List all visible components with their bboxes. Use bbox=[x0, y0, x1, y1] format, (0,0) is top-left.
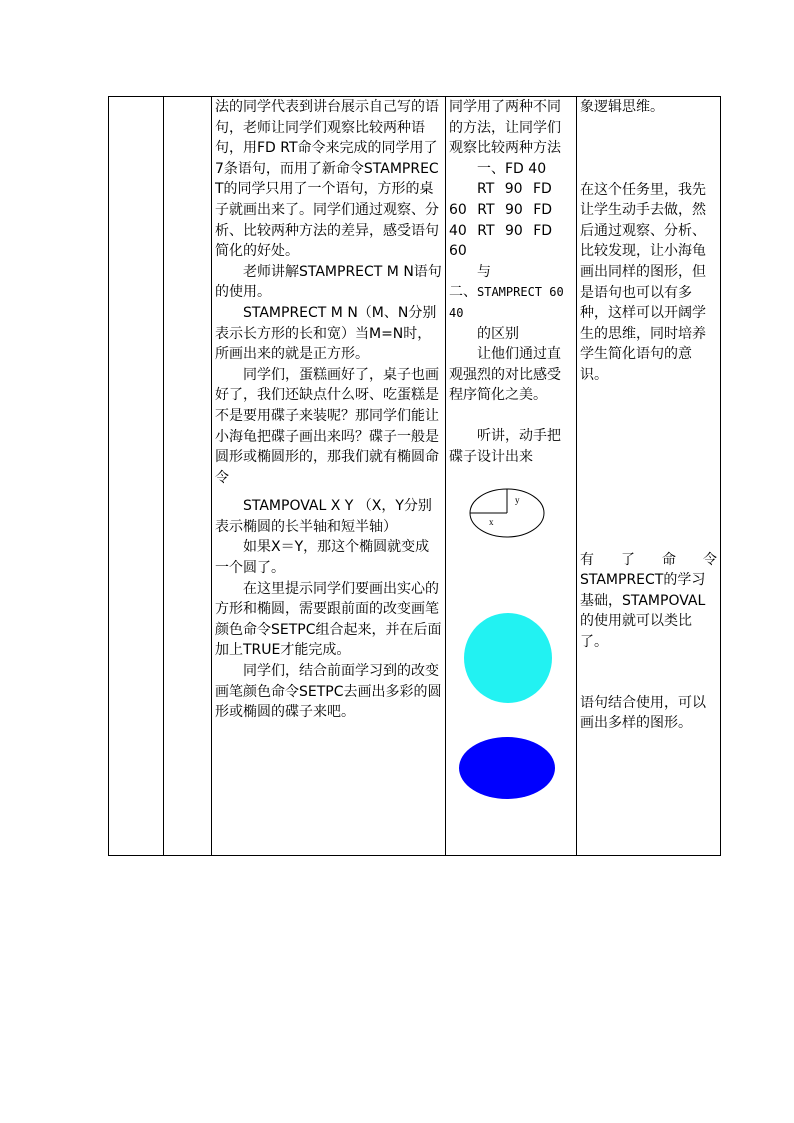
code-line: 60 RT 90 FD bbox=[449, 201, 553, 218]
teaching-process-cell bbox=[212, 97, 446, 856]
code-text: STAMPRECT 60 40 bbox=[449, 285, 564, 320]
paragraph: 在这里提示同学们要画出实心的方形和椭圆，需要跟前面的改变画笔颜色命令SETPC组合起来，并在后面加上TRUE才能完成。 bbox=[215, 580, 442, 659]
paragraph: 象逻辑思维。 bbox=[580, 99, 664, 115]
code-line: RT 90 FD bbox=[477, 181, 552, 198]
paragraph: 同学们，结合前面学习到的改变画笔颜色命令SETPC去画出多彩的圆形或椭圆的碟子来吧。 bbox=[215, 663, 442, 721]
cyan-circle-shape bbox=[464, 613, 552, 703]
method-label: 二、 bbox=[449, 284, 477, 301]
filled-circle bbox=[449, 613, 567, 708]
paragraph: 听讲，动手把碟子设计出来 bbox=[449, 427, 561, 465]
table-row bbox=[109, 97, 721, 856]
empty-cell-2 bbox=[164, 97, 212, 856]
paragraph: 在这个任务里，我先让学生动手去做，然后通过观察、分析、比较发现，让小海龟画出同样的图形，但是语句也可以有多种，这样可以开阔学生的思维，同时培养学生简化语句的意识。 bbox=[580, 181, 706, 383]
code-line: 一、FD 40 bbox=[477, 160, 547, 177]
design-intent-cell bbox=[577, 97, 721, 856]
paragraph: 如果X＝Y，那这个椭圆就变成一个圆了。 bbox=[215, 539, 430, 577]
blue-ellipse-shape bbox=[459, 737, 555, 799]
ellipse-axis-diagram bbox=[449, 485, 567, 545]
paragraph: STAMPRECT M N（M、N分别表示长方形的长和宽）当M=N时，所画出来的就是正方形。 bbox=[215, 304, 437, 363]
paragraph: 同学们，蛋糕画好了，桌子也画好了，我们还缺点什么呀、吃蛋糕是不是要用碟子来装呢？那同学们能让小海龟把碟子画出来吗？碟子一般是圆形或椭圆形的，那我们就有椭圆命令 bbox=[215, 366, 439, 486]
paragraph: 与 bbox=[477, 263, 491, 280]
paragraph: 老师讲解STAMPRECT M N语句的使用。 bbox=[215, 263, 442, 301]
paragraph: 语句结合使用，可以画出多样的图形。 bbox=[580, 694, 706, 732]
code-line: 60 bbox=[449, 243, 467, 260]
paragraph: STAMPRECT的学习基础，STAMPOVAL的使用就可以类比了。 bbox=[580, 572, 706, 650]
filled-ellipse bbox=[449, 736, 567, 802]
paragraph: 法的同学代表到讲台展示自己写的语句，老师让同学们观察比较两种语句，用FD RT命令来完成的同学用了7条语句，而用了新命令STAMPRECT的同学只用了一个语句，方形的桌子就画出来了。同学们通过观察、分析、比较两种方法的差异，感受语句简化的好处。 bbox=[215, 99, 439, 260]
x-axis-label: x bbox=[489, 517, 494, 528]
paragraph bbox=[449, 282, 573, 323]
paragraph: 让他们通过直观强烈的对比感受程序简化之美。 bbox=[449, 346, 561, 404]
code-line: 40 RT 90 FD bbox=[449, 222, 553, 239]
paragraph: 同学用了两种不同的方法，让同学们观察比较两种方法 bbox=[449, 99, 561, 157]
lesson-plan-table bbox=[108, 96, 721, 856]
paragraph: STAMPOVAL X Y （X，Y分别表示椭圆的长半轴和短半轴） bbox=[215, 498, 432, 535]
y-axis-label: y bbox=[515, 495, 520, 506]
empty-cell-1 bbox=[109, 97, 164, 856]
student-activity-cell bbox=[446, 97, 577, 856]
paragraph: 有 了 命 令 bbox=[580, 551, 717, 568]
paragraph: 的区别 bbox=[477, 325, 519, 342]
